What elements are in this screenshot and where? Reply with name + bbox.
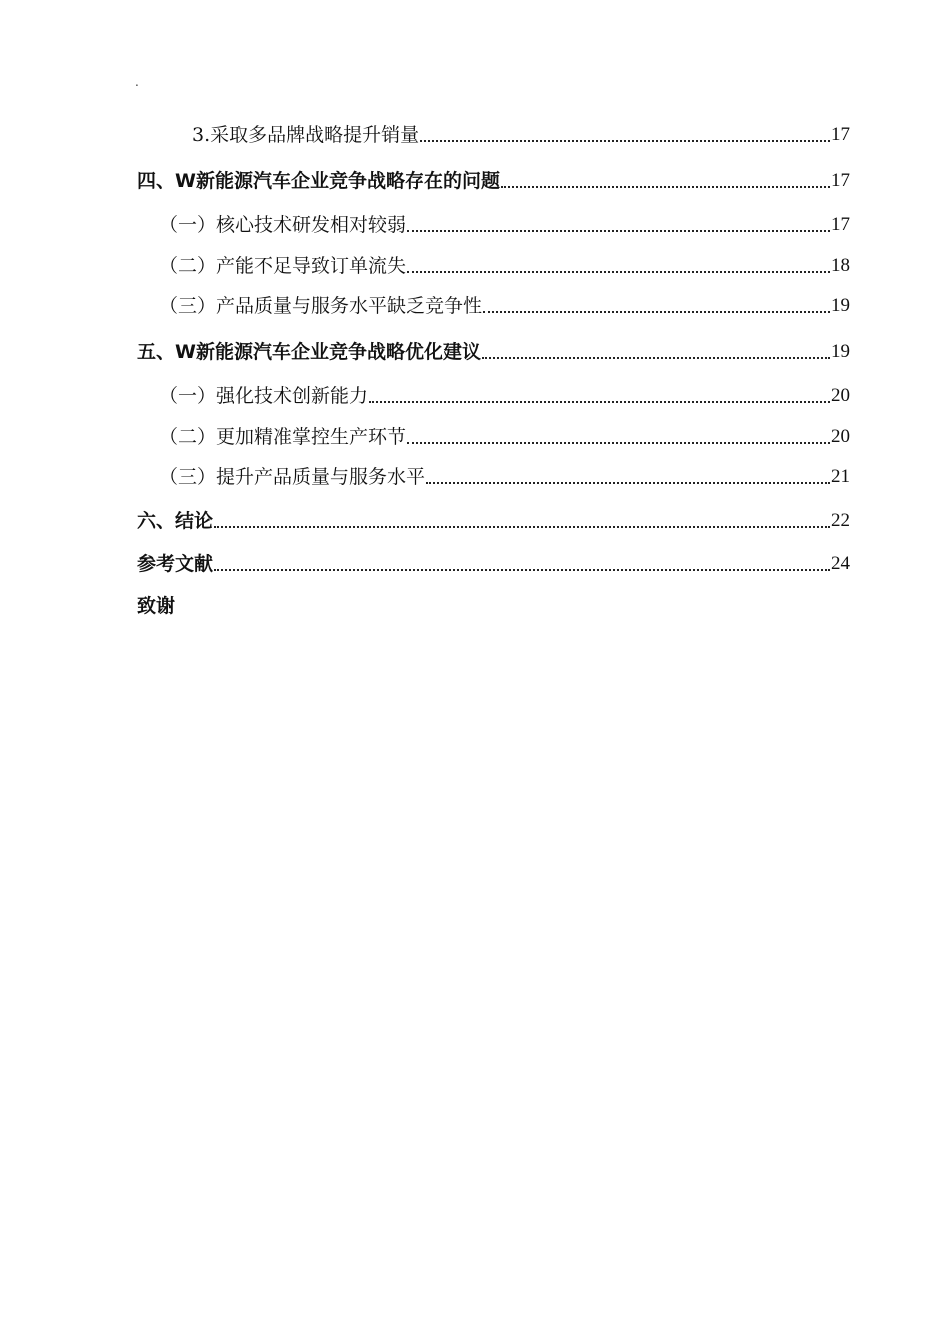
- toc-entry-title: （二）产能不足导致订单流失: [159, 255, 407, 277]
- toc-entry[interactable]: [137, 122, 850, 148]
- toc-entry-title: （三）产品质量与服务水平缺乏竞争性: [159, 295, 483, 317]
- toc-entry-title: （三）提升产品质量与服务水平: [159, 466, 426, 488]
- toc-entry[interactable]: [137, 253, 850, 279]
- toc-page-number: 17: [831, 214, 850, 235]
- toc-page-number: 17: [831, 124, 850, 145]
- toc-page-number: 20: [831, 426, 850, 447]
- dot-leader: [407, 271, 830, 273]
- dot-leader: [483, 311, 830, 313]
- toc-page-number: 19: [831, 295, 850, 316]
- toc-entry[interactable]: [137, 424, 850, 450]
- toc-entry[interactable]: [137, 383, 850, 409]
- dot-leader: [407, 442, 830, 444]
- toc-entry[interactable]: [137, 212, 850, 238]
- header-mark: .: [135, 75, 139, 89]
- dot-leader: [482, 357, 830, 359]
- toc-entry-title: （一）核心技术研发相对较弱: [159, 214, 407, 236]
- toc-page-number: 22: [831, 510, 850, 531]
- dot-leader: [420, 140, 830, 142]
- toc-entry-title: 四、W新能源汽车企业竞争战略存在的问题: [137, 170, 500, 192]
- toc-entry-title: 六、结论: [137, 510, 214, 532]
- toc-entry-title: 3.采取多品牌战略提升销量: [192, 124, 420, 146]
- dot-leader: [501, 186, 830, 188]
- toc-acknowledgement-entry[interactable]: 致谢: [137, 595, 176, 617]
- toc-entry-title: 参考文献: [137, 553, 214, 575]
- toc-entry[interactable]: [137, 168, 850, 194]
- toc-page-number: 17: [831, 170, 850, 191]
- dot-leader: [407, 230, 830, 232]
- toc-entry[interactable]: [137, 339, 850, 365]
- dot-leader: [214, 526, 830, 528]
- toc-page-number: 20: [831, 385, 850, 406]
- dot-leader: [426, 482, 830, 484]
- toc-page-number: 24: [831, 553, 850, 574]
- toc-page-number: 21: [831, 466, 850, 487]
- toc-entry[interactable]: [137, 551, 850, 577]
- toc-entry[interactable]: [137, 464, 850, 490]
- dot-leader: [369, 401, 830, 403]
- toc-page-number: 19: [831, 341, 850, 362]
- toc-page-number: 18: [831, 255, 850, 276]
- toc-entry-title: 五、W新能源汽车企业竞争战略优化建议: [137, 341, 481, 363]
- toc-entry-title: （二）更加精准掌控生产环节: [159, 426, 407, 448]
- toc-entry-title: （一）强化技术创新能力: [159, 385, 369, 407]
- toc-entry[interactable]: [137, 293, 850, 319]
- toc-entry[interactable]: [137, 508, 850, 534]
- dot-leader: [214, 569, 830, 571]
